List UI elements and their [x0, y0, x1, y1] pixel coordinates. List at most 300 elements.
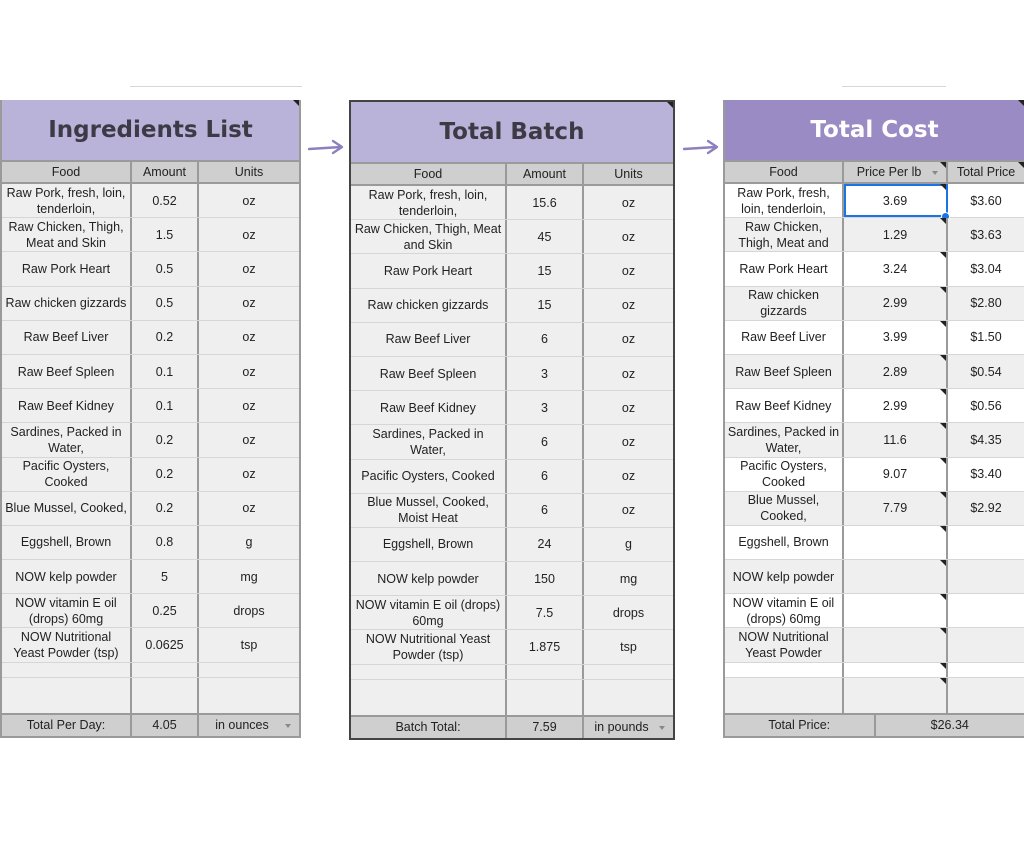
cell[interactable]: [584, 665, 673, 679]
food-cell-text: NOW kelp powder: [377, 571, 479, 586]
food-cell[interactable]: [351, 630, 507, 663]
food-cell[interactable]: [725, 389, 844, 422]
amount-cell-text: 0.1: [155, 398, 174, 413]
food-cell-text: Raw Beef Spleen: [379, 366, 477, 381]
amount-cell[interactable]: [132, 287, 199, 320]
total-price-cell-text: $4.35: [970, 432, 1002, 447]
column-header-price-per-lb-text: Price Per lb: [856, 165, 922, 179]
amount-cell-text: 0.2: [155, 501, 174, 516]
total-price-cell-text: $3.63: [970, 227, 1002, 242]
food-cell-text: Raw Beef Liver: [385, 332, 471, 347]
units-cell-text: oz: [242, 501, 256, 516]
table-row: [2, 560, 299, 594]
total-price-cell[interactable]: [948, 560, 1024, 593]
table-row: [351, 357, 673, 391]
price-per-lb-cell[interactable]: [844, 423, 948, 456]
cell[interactable]: [2, 678, 132, 713]
table-row: [725, 355, 1024, 389]
table-row: [725, 252, 1024, 286]
amount-cell-text: 0.5: [155, 261, 174, 276]
footer-value[interactable]: 7.59: [507, 717, 584, 738]
food-cell-text: Sardines, Packed in Water,: [10, 424, 122, 455]
table-row: [351, 289, 673, 323]
units-cell-text: oz: [621, 332, 636, 347]
table-row: [725, 184, 1024, 218]
column-header-units[interactable]: Units: [234, 165, 264, 179]
food-cell-text: Raw Beef Liver: [741, 330, 826, 345]
cell[interactable]: [725, 678, 844, 713]
footer-label: Total Per Day:: [2, 715, 132, 736]
amount-cell-text: 6: [541, 469, 548, 484]
footer-row: [351, 715, 673, 738]
price-per-lb-cell[interactable]: [844, 526, 948, 559]
food-cell[interactable]: [351, 254, 507, 287]
amount-cell-text: 0.5: [155, 296, 174, 311]
food-cell[interactable]: [725, 560, 844, 593]
price-per-lb-cell-text: 3.99: [882, 330, 908, 345]
price-per-lb-cell[interactable]: [844, 218, 948, 251]
units-cell[interactable]: [199, 560, 299, 593]
units-cell[interactable]: [584, 289, 673, 322]
food-cell[interactable]: [725, 594, 844, 627]
amount-cell[interactable]: [507, 391, 584, 424]
units-cell[interactable]: [199, 423, 299, 456]
food-cell[interactable]: [2, 594, 132, 627]
amount-cell[interactable]: [507, 425, 584, 458]
amount-cell-text: 15: [537, 263, 552, 278]
food-cell[interactable]: [725, 355, 844, 388]
column-header-food[interactable]: Food: [2, 162, 132, 182]
total-price-cell-text: $3.40: [970, 467, 1002, 482]
column-header-food[interactable]: Food: [351, 164, 507, 184]
amount-cell-text: 150: [534, 571, 555, 586]
food-cell-text: NOW vitamin E oil (drops) 60mg: [355, 597, 501, 628]
amount-cell-text: 24: [537, 537, 552, 552]
amount-cell[interactable]: [132, 423, 199, 456]
column-header-total-price[interactable]: [948, 162, 1024, 182]
unit-dropdown[interactable]: [199, 715, 299, 736]
column-header-price-per-lb[interactable]: [844, 162, 948, 182]
price-per-lb-cell-text: 2.89: [882, 364, 908, 379]
food-cell-text: Pacific Oysters, Cooked: [361, 469, 495, 484]
food-cell-text: Raw Pork, fresh, loin, tenderloin,: [737, 185, 830, 216]
food-cell[interactable]: [725, 628, 844, 661]
food-cell[interactable]: [351, 562, 507, 595]
table-row: [351, 494, 673, 528]
column-header-food[interactable]: Food: [725, 162, 844, 182]
cell[interactable]: [132, 678, 199, 713]
comment-marker-icon: [940, 321, 946, 327]
amount-cell[interactable]: [132, 321, 199, 354]
total-price-cell-text: $0.56: [970, 398, 1002, 413]
amount-cell[interactable]: [507, 220, 584, 253]
table-row: [2, 492, 299, 526]
food-cell-text: Raw Beef Spleen: [735, 364, 832, 379]
table-row: [351, 391, 673, 425]
food-cell[interactable]: [351, 391, 507, 424]
food-cell[interactable]: [725, 218, 844, 251]
units-cell-text: oz: [242, 296, 256, 311]
units-cell[interactable]: [584, 425, 673, 458]
total-price-cell[interactable]: [948, 355, 1024, 388]
units-cell-text: oz: [621, 503, 636, 518]
comment-marker-icon: [1018, 162, 1024, 168]
table-row: [725, 526, 1024, 560]
price-per-lb-cell[interactable]: [844, 628, 948, 661]
units-cell[interactable]: [199, 184, 299, 217]
food-cell[interactable]: [2, 458, 132, 491]
amount-cell[interactable]: [132, 184, 199, 217]
food-cell-text: Blue Mussel, Cooked, Moist Heat: [367, 495, 489, 526]
comment-marker-icon: [940, 492, 946, 498]
units-cell-text: oz: [242, 432, 256, 447]
food-cell[interactable]: [351, 357, 507, 390]
table-row: [351, 460, 673, 494]
units-cell[interactable]: [584, 357, 673, 390]
units-cell[interactable]: [199, 355, 299, 388]
amount-cell[interactable]: [132, 355, 199, 388]
units-cell-text: oz: [242, 364, 256, 379]
amount-cell-text: 0.0625: [145, 638, 184, 653]
price-per-lb-cell-text: 9.07: [882, 467, 908, 482]
cell[interactable]: [948, 663, 1024, 677]
cell[interactable]: [199, 663, 299, 677]
table-row: [725, 560, 1024, 594]
cell[interactable]: [584, 680, 673, 715]
total-cost-table: [723, 100, 1024, 738]
amount-cell-text: 0.8: [155, 535, 174, 550]
comment-marker-icon: [940, 560, 946, 566]
table-title-text: Total Batch: [439, 119, 585, 145]
total-price-cell[interactable]: [948, 526, 1024, 559]
amount-cell[interactable]: [507, 630, 584, 663]
price-per-lb-cell[interactable]: [844, 355, 948, 388]
column-header-units[interactable]: Units: [614, 167, 643, 181]
units-cell-text: oz: [621, 298, 636, 313]
units-cell[interactable]: [199, 526, 299, 559]
food-cell[interactable]: [351, 528, 507, 561]
table-row: [351, 425, 673, 459]
total-price-cell[interactable]: [948, 458, 1024, 491]
amount-cell[interactable]: [507, 357, 584, 390]
table-row: [2, 287, 299, 321]
food-cell[interactable]: [2, 526, 132, 559]
amount-cell[interactable]: [132, 594, 199, 627]
dropdown-arrow-icon: [659, 726, 665, 730]
units-cell[interactable]: [199, 287, 299, 320]
food-cell-text: Raw Beef Spleen: [17, 364, 115, 379]
cell[interactable]: [844, 663, 948, 677]
column-header-amount[interactable]: Amount: [132, 162, 199, 182]
amount-cell-text: 3: [541, 400, 548, 415]
food-cell[interactable]: [351, 494, 507, 527]
units-cell-text: oz: [621, 366, 636, 381]
units-cell-text: oz: [242, 398, 256, 413]
total-price-cell[interactable]: [948, 321, 1024, 354]
column-header-amount[interactable]: Amount: [507, 164, 584, 184]
units-cell[interactable]: [199, 628, 299, 661]
cell[interactable]: [2, 663, 132, 677]
food-cell[interactable]: [351, 323, 507, 356]
comment-marker-icon: [940, 184, 946, 190]
amount-cell-text: 6: [541, 503, 548, 518]
total-price-cell[interactable]: [948, 184, 1024, 217]
food-cell[interactable]: [2, 423, 132, 456]
food-cell-text: Pacific Oysters, Cooked: [740, 459, 827, 490]
food-cell-text: Pacific Oysters, Cooked: [22, 459, 110, 490]
units-cell[interactable]: [199, 218, 299, 251]
total-price-cell[interactable]: [948, 628, 1024, 661]
food-cell[interactable]: [725, 287, 844, 320]
comment-marker-icon: [1018, 100, 1024, 106]
price-per-lb-cell[interactable]: [844, 389, 948, 422]
amount-cell-text: 3: [541, 366, 548, 381]
units-cell[interactable]: [584, 254, 673, 287]
table-row: [2, 594, 299, 628]
units-cell[interactable]: [584, 323, 673, 356]
food-cell[interactable]: [725, 526, 844, 559]
total-price-cell[interactable]: [948, 218, 1024, 251]
amount-cell[interactable]: [132, 628, 199, 661]
price-per-lb-cell[interactable]: [844, 321, 948, 354]
units-cell[interactable]: [199, 252, 299, 285]
food-cell[interactable]: [2, 321, 132, 354]
amount-cell-text: 15.6: [532, 195, 557, 210]
footer-value[interactable]: 4.05: [132, 715, 199, 736]
food-cell-text: Raw Pork Heart: [739, 261, 828, 276]
units-cell-text: g: [625, 537, 632, 552]
units-cell-text: oz: [621, 263, 636, 278]
arrow-right-icon: [306, 138, 346, 158]
table-row: [351, 562, 673, 596]
food-cell-text: Raw Pork, fresh, loin, tenderloin,: [6, 185, 126, 216]
units-cell[interactable]: [584, 562, 673, 595]
amount-cell-text: 7.5: [535, 605, 554, 620]
amount-cell[interactable]: [507, 323, 584, 356]
amount-cell-text: 6: [541, 434, 548, 449]
table-title: [2, 100, 299, 162]
table-row: [725, 628, 1024, 662]
total-price-cell[interactable]: [948, 287, 1024, 320]
amount-cell[interactable]: [132, 458, 199, 491]
comment-marker-icon: [940, 355, 946, 361]
table-row: [351, 220, 673, 254]
comment-marker-icon: [940, 458, 946, 464]
food-cell[interactable]: [2, 560, 132, 593]
units-cell[interactable]: [199, 594, 299, 627]
food-cell[interactable]: [725, 492, 844, 525]
units-cell[interactable]: [199, 321, 299, 354]
total-batch-table: [349, 100, 675, 740]
table-row: [351, 323, 673, 357]
price-per-lb-cell[interactable]: [844, 252, 948, 285]
food-cell[interactable]: [725, 321, 844, 354]
column-header-row: [351, 164, 673, 186]
food-cell[interactable]: [351, 425, 507, 458]
dropdown-arrow-icon: [285, 724, 291, 728]
comment-marker-icon: [940, 526, 946, 532]
blank-row: [725, 663, 1024, 678]
cell[interactable]: [351, 680, 507, 715]
comment-marker-icon: [940, 252, 946, 258]
food-cell[interactable]: [725, 184, 844, 217]
price-per-lb-cell[interactable]: [844, 492, 948, 525]
unit-dropdown[interactable]: [584, 717, 673, 738]
amount-cell-text: 6: [541, 332, 548, 347]
unit-dropdown-value: in pounds: [594, 720, 649, 735]
total-price-cell[interactable]: [948, 252, 1024, 285]
table-row: [2, 321, 299, 355]
table-row: [351, 630, 673, 664]
table-title: [725, 100, 1024, 162]
price-per-lb-cell[interactable]: [844, 560, 948, 593]
food-cell[interactable]: [725, 252, 844, 285]
amount-cell[interactable]: [507, 460, 584, 493]
food-cell-text: Sardines, Packed in Water,: [727, 424, 840, 455]
units-cell-text: oz: [621, 469, 636, 484]
units-cell[interactable]: [584, 528, 673, 561]
units-cell[interactable]: [584, 494, 673, 527]
column-header-total-price-text: Total Price: [956, 165, 1016, 179]
cell[interactable]: [199, 678, 299, 713]
units-cell[interactable]: [584, 460, 673, 493]
table-row: [2, 252, 299, 286]
amount-cell[interactable]: [507, 289, 584, 322]
comment-marker-icon: [940, 678, 946, 684]
units-cell[interactable]: [584, 186, 673, 219]
blank-row: [2, 663, 299, 678]
food-cell[interactable]: [725, 458, 844, 491]
amount-cell[interactable]: [132, 492, 199, 525]
food-cell[interactable]: [725, 423, 844, 456]
total-price-cell[interactable]: [948, 492, 1024, 525]
total-price-cell[interactable]: [948, 594, 1024, 627]
comment-marker-icon: [667, 102, 673, 108]
food-cell[interactable]: [351, 596, 507, 629]
food-cell[interactable]: [2, 355, 132, 388]
food-cell[interactable]: [2, 492, 132, 525]
table-row: [725, 492, 1024, 526]
cell[interactable]: [948, 678, 1024, 713]
food-cell[interactable]: [2, 218, 132, 251]
footer-value[interactable]: $26.34: [930, 718, 969, 733]
units-cell[interactable]: [199, 492, 299, 525]
food-cell[interactable]: [2, 287, 132, 320]
amount-cell[interactable]: [507, 494, 584, 527]
amount-cell[interactable]: [507, 254, 584, 287]
units-cell-text: drops: [233, 603, 265, 618]
table-row: [2, 423, 299, 457]
amount-cell[interactable]: [132, 252, 199, 285]
unit-dropdown-value: in ounces: [215, 718, 269, 733]
price-per-lb-cell-text: 3.24: [882, 261, 908, 276]
units-cell[interactable]: [584, 220, 673, 253]
comment-marker-icon: [940, 287, 946, 293]
table-row: [2, 218, 299, 252]
food-cell-text: NOW Nutritional Yeast Powder (tsp): [13, 630, 119, 661]
blank-row: [725, 678, 1024, 713]
units-cell-text: g: [245, 535, 253, 550]
price-per-lb-cell-text: 7.79: [882, 501, 908, 516]
table-row: [351, 186, 673, 220]
food-cell-text: NOW vitamin E oil (drops) 60mg: [15, 595, 117, 626]
food-cell[interactable]: [2, 628, 132, 661]
amount-cell[interactable]: [507, 528, 584, 561]
units-cell[interactable]: [584, 391, 673, 424]
food-cell[interactable]: [351, 220, 507, 253]
amount-cell[interactable]: [507, 562, 584, 595]
comment-marker-icon: [940, 594, 946, 600]
food-cell-text: Raw Beef Kidney: [735, 398, 832, 413]
amount-cell-text: 0.52: [152, 193, 177, 208]
table-row: [351, 528, 673, 562]
food-cell-text: Eggshell, Brown: [738, 535, 829, 550]
total-price-cell[interactable]: [948, 389, 1024, 422]
food-cell[interactable]: [351, 289, 507, 322]
price-per-lb-cell[interactable]: [844, 458, 948, 491]
cell[interactable]: [351, 665, 507, 679]
comment-marker-icon: [940, 218, 946, 224]
amount-cell-text: 0.2: [155, 330, 174, 345]
food-cell[interactable]: [2, 252, 132, 285]
food-cell[interactable]: [2, 184, 132, 217]
food-cell[interactable]: [351, 460, 507, 493]
ingredients-list-table: [0, 100, 301, 738]
units-cell[interactable]: [199, 458, 299, 491]
units-cell-text: oz: [621, 434, 636, 449]
price-per-lb-cell[interactable]: [844, 184, 948, 217]
cell[interactable]: [844, 678, 948, 713]
price-per-lb-cell[interactable]: [844, 594, 948, 627]
units-cell-text: oz: [621, 195, 636, 210]
table-row: [725, 458, 1024, 492]
amount-cell[interactable]: [132, 526, 199, 559]
food-cell[interactable]: [2, 389, 132, 422]
cell[interactable]: [132, 663, 199, 677]
cell[interactable]: [507, 665, 584, 679]
price-per-lb-cell-text: 1.29: [882, 227, 908, 242]
table-row: [351, 596, 673, 630]
amount-cell[interactable]: [132, 218, 199, 251]
amount-cell[interactable]: [132, 560, 199, 593]
food-cell-text: Raw Chicken, Thigh, Meat and Skin: [8, 219, 124, 250]
cell[interactable]: [725, 663, 844, 677]
food-cell-text: Raw Chicken, Thigh, Meat and Skin: [354, 221, 502, 252]
comment-marker-icon: [940, 423, 946, 429]
cell[interactable]: [507, 680, 584, 715]
units-cell-text: drops: [612, 605, 645, 620]
amount-cell[interactable]: [132, 389, 199, 422]
food-cell-text: Raw chicken gizzards: [367, 298, 489, 313]
price-per-lb-cell[interactable]: [844, 287, 948, 320]
units-cell-text: mg: [240, 569, 258, 584]
amount-cell[interactable]: [507, 186, 584, 219]
table-row: [2, 355, 299, 389]
filter-dropdown-icon[interactable]: [932, 171, 938, 175]
food-cell[interactable]: [351, 186, 507, 219]
amount-cell-text: 0.2: [155, 432, 174, 447]
amount-cell[interactable]: [507, 596, 584, 629]
comment-marker-icon: [940, 389, 946, 395]
units-cell[interactable]: [584, 596, 673, 629]
table-row: [725, 423, 1024, 457]
units-cell[interactable]: [199, 389, 299, 422]
total-price-cell[interactable]: [948, 423, 1024, 456]
food-cell-text: Eggshell, Brown: [382, 537, 474, 552]
units-cell-text: oz: [242, 193, 256, 208]
units-cell[interactable]: [584, 630, 673, 663]
table-row: [351, 254, 673, 288]
